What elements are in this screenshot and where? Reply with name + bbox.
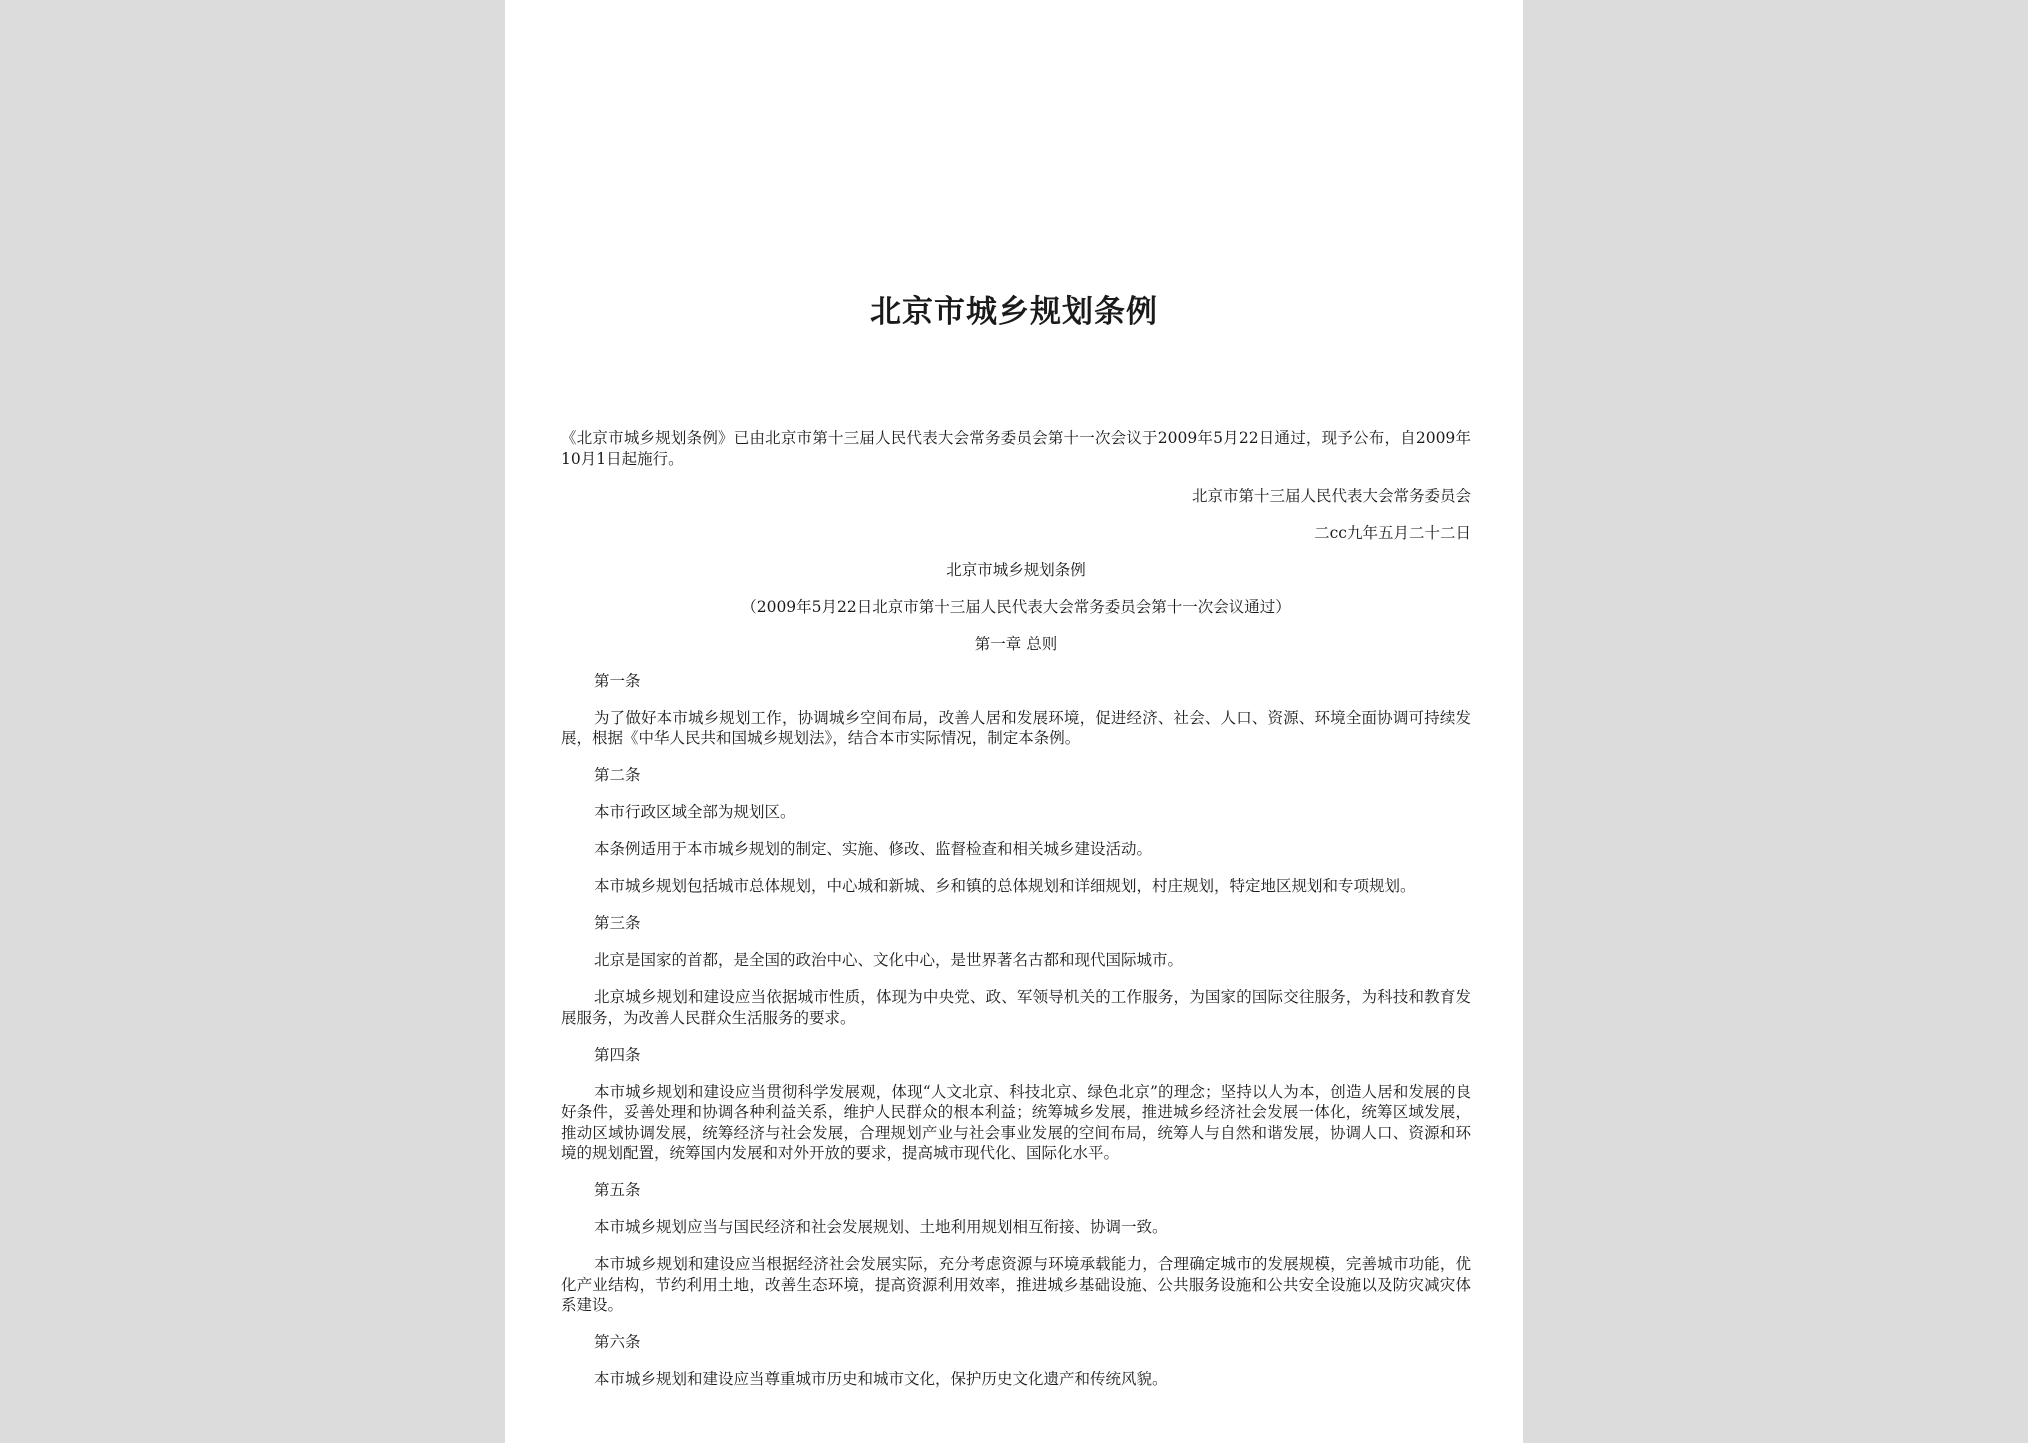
article-paragraph: 北京是国家的首都，是全国的政治中心、文化中心，是世界著名古都和现代国际城市。: [594, 951, 1184, 969]
adoption-note: （2009年5月22日北京市第十三届人民代表大会常务委员会第十一次会议通过）: [741, 597, 1291, 616]
page-title: 北京市城乡规划条例: [870, 294, 1158, 330]
article-paragraph: 本市城乡规划包括城市总体规划，中心城和新城、乡和镇的总体规划和详细规划，村庄规划，特定地区规划和专项规划。: [594, 877, 1416, 895]
article-paragraph: 本市城乡规划和建设应当贯彻科学发展观，体现“人文北京、科技北京、绿色北京”的理念；坚持以人为本，创造人居和发展的良好条件，妥善处理和协调各种利益关系，维护人民群众的根本利益；统筹城乡发展，推进城乡经济社会发展一体化，统筹区域发展，推动区域协调发展，统筹经济与社会发展，合理规划产业与社会事业发展的空间布局，统筹人与自然和谐发展，协调人口、资源和环境的规划配置，统筹国内发展和对外开放的要求，提高城市现代化、国际化水平。: [561, 1082, 1471, 1162]
promulgation-notice: 《北京市城乡规划条例》已由北京市第十三届人民代表大会常务委员会第十一次会议于2009年5月22日通过，现予公布，自2009年10月1日起施行。: [561, 429, 1471, 468]
issuer: 北京市第十三届人民代表大会常务委员会: [1191, 486, 1471, 505]
document-body: [561, 428, 1471, 1406]
article-paragraph: 本市城乡规划和建设应当尊重城市历史和城市文化，保护历史文化遗产和传统风貌。: [594, 1370, 1168, 1388]
document-page: [505, 0, 1523, 1443]
article-paragraph: 本市城乡规划应当与国民经济和社会发展规划、土地利用规划相互衔接、协调一致。: [594, 1218, 1168, 1236]
article-heading: 第一条: [594, 671, 641, 690]
article-paragraph: 本市城乡规划和建设应当根据经济社会发展实际，充分考虑资源与环境承载能力，合理确定城市的发展规模，完善城市功能，优化产业结构，节约利用土地，改善生态环境，提高资源利用效率，推进城乡基础设施、公共服务设施和公共安全设施以及防灾减灾体系建设。: [561, 1255, 1471, 1314]
article-paragraph: 为了做好本市城乡规划工作，协调城乡空间布局，改善人居和发展环境，促进经济、社会、人口、资源、环境全面协调可持续发展，根据《中华人民共和国城乡规划法》，结合本市实际情况，制定本条例。: [561, 708, 1471, 747]
article-heading: 第五条: [594, 1181, 641, 1199]
article-heading: 第二条: [594, 766, 641, 784]
article-paragraph: 北京城乡规划和建设应当依据城市性质，体现为中央党、政、军领导机关的工作服务，为国家的国际交往服务，为科技和教育发展服务，为改善人民群众生活服务的要求。: [561, 988, 1471, 1027]
article-heading: 第四条: [594, 1045, 641, 1064]
issue-date: 二cc九年五月二十二日: [1314, 523, 1471, 542]
article-heading: 第六条: [594, 1333, 641, 1351]
chapter-heading: 第一章 总则: [974, 634, 1058, 653]
law-title: 北京市城乡规划条例: [946, 560, 1086, 579]
article-paragraph: 本市行政区域全部为规划区。: [594, 803, 796, 821]
article-heading: 第三条: [594, 914, 641, 932]
article-paragraph: 本条例适用于本市城乡规划的制定、实施、修改、监督检查和相关城乡建设活动。: [594, 840, 1153, 858]
